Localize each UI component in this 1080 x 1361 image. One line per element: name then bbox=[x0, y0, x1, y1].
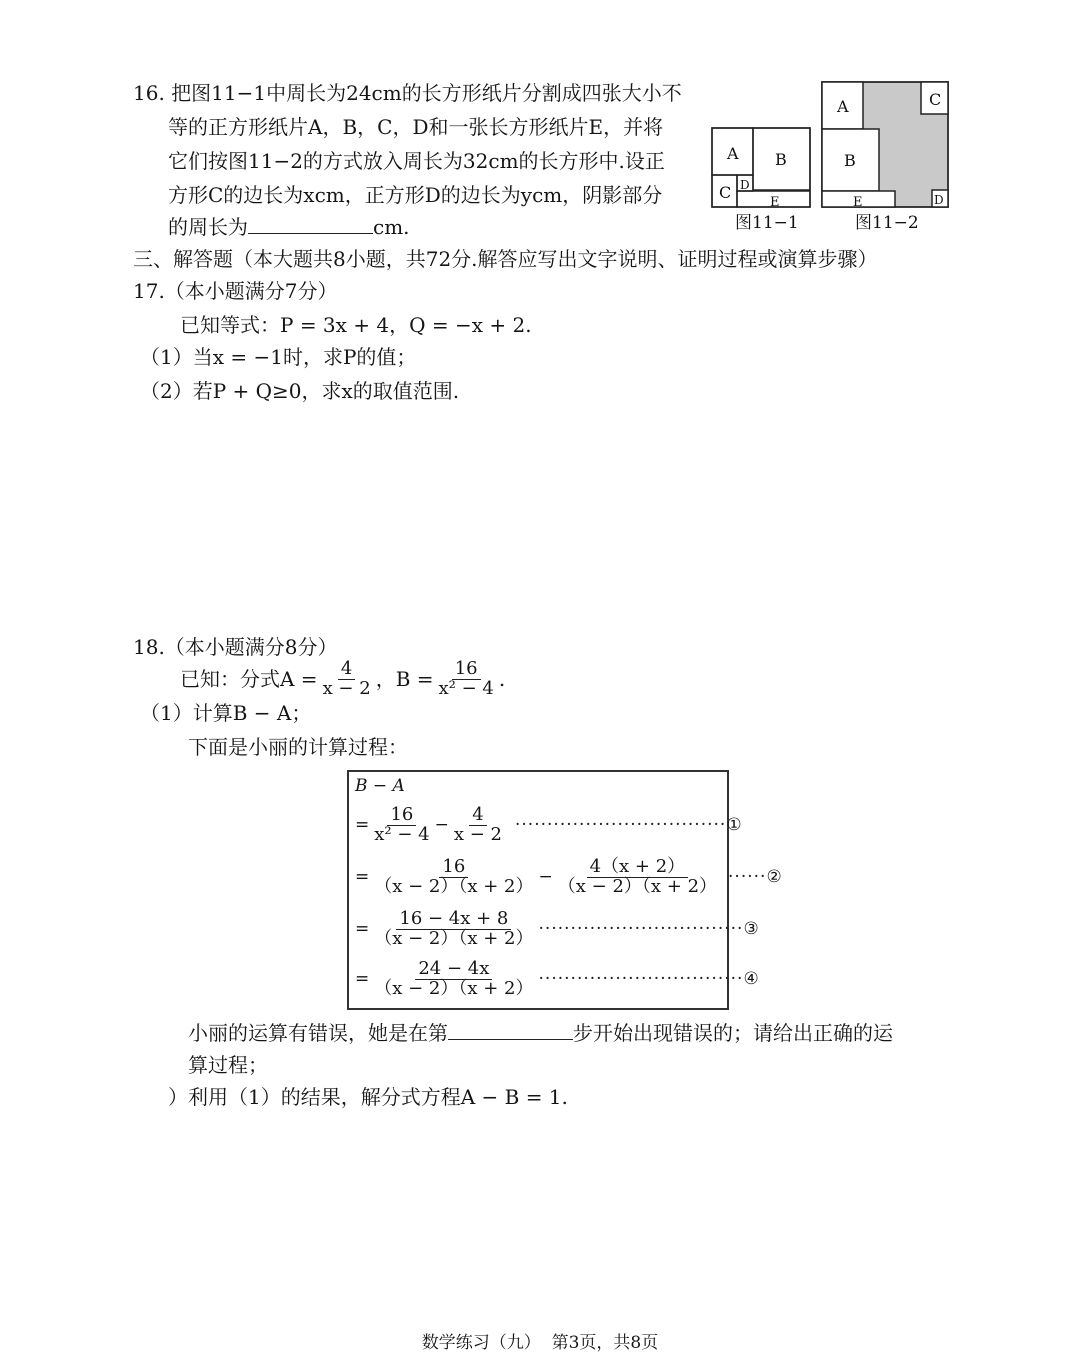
fig2-label-e: E bbox=[853, 195, 863, 210]
calc-step-4-frac bbox=[371, 960, 536, 999]
q18-intro: 下面是小丽的计算过程： bbox=[188, 735, 408, 759]
q17-part2: （2）若P + Q≥0，求x的取值范围. bbox=[140, 379, 460, 403]
fraction-a-denominator: x − 2 bbox=[322, 677, 371, 699]
calculation-box bbox=[347, 770, 782, 1010]
calc-step-4-frac-num: 24 − 4x bbox=[415, 960, 492, 980]
calc-step-2-dots: ······ bbox=[728, 867, 767, 888]
calc-head: B − A bbox=[355, 776, 405, 796]
fig2-label-c: C bbox=[929, 90, 942, 109]
fig1-label-b: B bbox=[775, 150, 787, 169]
calc-step-1-frac1-den: x² − 4 bbox=[374, 823, 430, 845]
calc-step-1-frac2 bbox=[451, 806, 505, 845]
q18-part1: （1）计算B − A； bbox=[140, 701, 312, 725]
calc-step-2-frac2 bbox=[555, 858, 720, 897]
calc-step-2-op: − bbox=[538, 867, 553, 888]
calc-step-4 bbox=[355, 960, 759, 999]
fraction-b bbox=[436, 660, 497, 699]
q16-line1: 16. 把图11−1中周长为24cm的长方形纸片分割成四张大小不 bbox=[133, 81, 682, 105]
fig2-label-b: B bbox=[844, 151, 856, 170]
calc-step-2-marker: ② bbox=[766, 867, 782, 888]
q16-line2: 等的正方形纸片A，B，C，D和一张长方形纸片E，并将 bbox=[168, 115, 664, 139]
calc-step-3-marker: ③ bbox=[743, 919, 759, 940]
q18-error-line2: 算过程； bbox=[188, 1053, 268, 1077]
calc-step-4-dots: ································ bbox=[538, 969, 744, 990]
calc-step-4-marker: ④ bbox=[743, 969, 759, 990]
q17-given: 已知等式：P = 3x + 4，Q = −x + 2. bbox=[180, 313, 532, 337]
calc-step-2-frac1-den: （x − 2）（x + 2） bbox=[374, 875, 534, 897]
fraction-b-denominator: x² − 4 bbox=[438, 677, 494, 699]
calc-step-1-marker: ① bbox=[726, 815, 742, 836]
q18-given bbox=[180, 660, 505, 699]
calc-step-3-eq: = bbox=[355, 919, 370, 940]
fig2-label-d: D bbox=[934, 193, 944, 207]
calc-step-1-frac1 bbox=[371, 806, 432, 845]
q16-line4: 方形C的边长为xcm，正方形D的边长为ycm，阴影部分 bbox=[168, 183, 663, 207]
fig1-caption: 图11−1 bbox=[735, 213, 799, 233]
figure-11-2 bbox=[822, 82, 948, 210]
calc-step-4-frac-den: （x − 2）（x + 2） bbox=[374, 977, 534, 999]
fig1-label-c: C bbox=[719, 183, 732, 202]
calc-step-1-frac1-num: 16 bbox=[387, 806, 416, 826]
fraction-b-numerator: 16 bbox=[452, 660, 481, 680]
q16-line5-post: cm. bbox=[373, 215, 410, 239]
calc-step-3-dots: ································ bbox=[538, 919, 744, 940]
calc-step-1 bbox=[355, 806, 742, 845]
fraction-a-numerator: 4 bbox=[338, 660, 355, 680]
figure-11-1 bbox=[712, 128, 810, 210]
q18-b-label: ，B = bbox=[375, 667, 434, 692]
fig2-caption: 图11−2 bbox=[855, 213, 919, 233]
q18-part2: ）利用（1）的结果，解分式方程A − B = 1. bbox=[168, 1085, 568, 1109]
section-3-heading: 三、解答题（本大题共8小题，共72分.解答应写出文字说明、证明过程或演算步骤） bbox=[133, 247, 878, 271]
calc-step-3-frac-den: （x − 2）（x + 2） bbox=[374, 927, 534, 949]
calc-step-2 bbox=[355, 858, 782, 897]
q18-step-answer-blank[interactable] bbox=[448, 1039, 573, 1040]
q16-figures bbox=[705, 76, 955, 236]
q16-answer-blank[interactable] bbox=[248, 233, 373, 234]
calc-step-1-eq: = bbox=[355, 815, 370, 836]
fig1-label-a: A bbox=[727, 144, 739, 163]
calc-step-2-frac1 bbox=[371, 858, 536, 897]
calc-step-2-frac2-num: 4（x + 2） bbox=[587, 858, 689, 878]
q18-title: 18.（本小题满分8分） bbox=[133, 635, 338, 659]
calc-step-3 bbox=[355, 910, 759, 949]
calc-step-1-op: − bbox=[434, 815, 449, 836]
q18-error-pre: 小丽的运算有错误，她是在第 bbox=[188, 1021, 448, 1045]
calc-step-2-eq: = bbox=[355, 867, 370, 888]
q18-given-end: . bbox=[498, 667, 506, 692]
cutoff-header-fragment bbox=[320, 0, 480, 6]
fig2-label-a: A bbox=[837, 97, 849, 116]
q18-given-pre: 已知：分式A = bbox=[180, 667, 318, 692]
calc-step-3-frac-num: 16 − 4x + 8 bbox=[396, 910, 511, 930]
q18-error-post: 步开始出现错误的；请给出正确的运 bbox=[573, 1021, 893, 1045]
q16-line3: 它们按图11−2的方式放入周长为32cm的长方形中.设正 bbox=[168, 149, 665, 173]
calc-step-3-frac bbox=[371, 910, 536, 949]
calc-step-1-frac2-num: 4 bbox=[469, 806, 486, 826]
calc-step-2-frac1-num: 16 bbox=[439, 858, 468, 878]
calc-step-1-dots: ································· bbox=[515, 815, 727, 836]
fig1-label-d: D bbox=[740, 178, 750, 192]
calc-step-2-frac2-den: （x − 2）（x + 2） bbox=[557, 875, 718, 897]
q18-error-line1 bbox=[188, 1018, 893, 1048]
calc-step-1-frac2-den: x − 2 bbox=[453, 823, 502, 845]
q17-title: 17.（本小题满分7分） bbox=[133, 279, 338, 303]
fraction-a bbox=[320, 660, 374, 699]
q16-line5-pre: 的周长为 bbox=[168, 215, 248, 239]
calc-step-4-eq: = bbox=[355, 969, 370, 990]
fig1-label-e: E bbox=[770, 195, 780, 210]
page-footer: 数学练习（九） 第3页，共8页 bbox=[421, 1333, 659, 1353]
q16-line5 bbox=[168, 212, 410, 242]
q17-part1: （1）当x = −1时，求P的值； bbox=[140, 345, 417, 369]
